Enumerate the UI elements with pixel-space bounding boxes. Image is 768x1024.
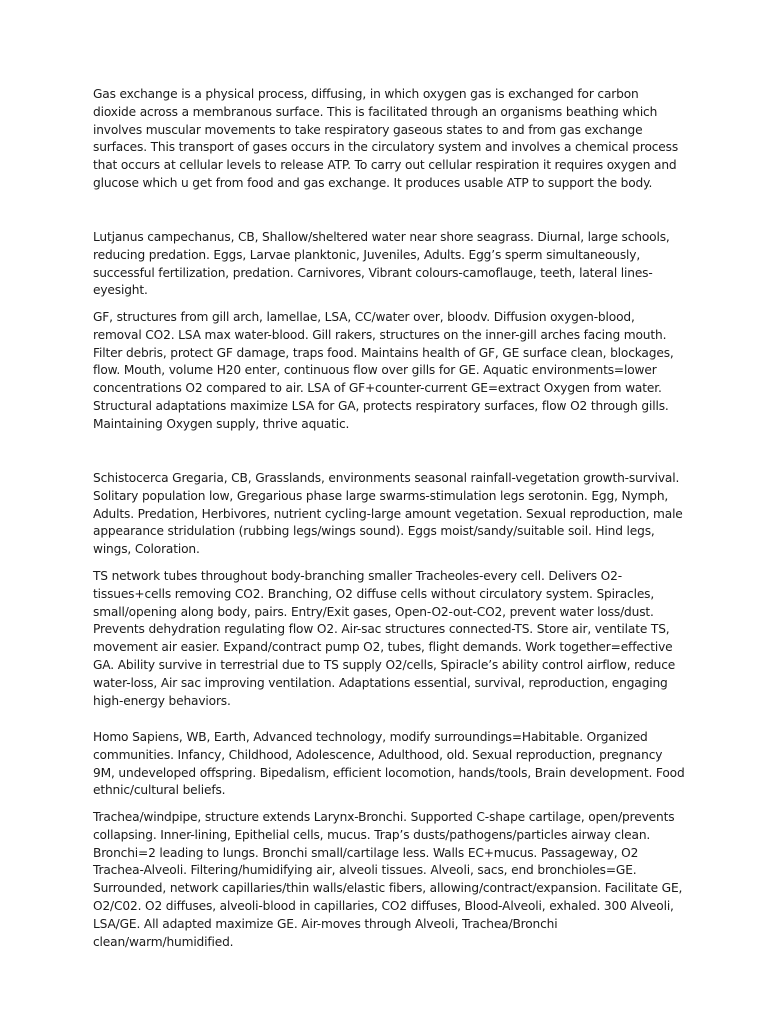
paragraph-trachea-alveoli: Trachea/windpipe, structure extends Larynx-Bronchi. Supported C-shape cartilage, open/prevents collapsing. Inner-lining, Epithelial cells, mucus. Trap’s dusts/pathogens/particles airway clean. Bronchi=2 leading to lungs. Bronchi small/cartilage less. Walls EC+mucus. Passageway, O2 Trachea-Alveoli. Filtering/humidifying air, alveoli tissues. Alveoli, sacs, end bronchioles=GE. Surrounded, network capillaries/thin walls/elastic fibers, allowing/contract/expansion. Facilitate GE, O2/C02. O2 diffuses, alveoli-blood in capillaries, CO2 diffuses, Blood-Alveoli, exhaled. 300 Alveoli, LSA/GE. All adapted maximize GE. Air-moves through Alveoli, Trachea/Bronchi clean/warm/humidified.: [93, 810, 683, 949]
paragraph-homo-sapiens-overview: Homo Sapiens, WB, Earth, Advanced technology, modify surroundings=Habitable. Organized communities. Infancy, Childhood, Adolescence, Adulthood, old. Sexual reproduction, pregnancy 9M, undeveloped offspring. Bipedalism, efficient locomotion, hands/tools, Brain development. Food ethnic/cultural beliefs.: [93, 730, 685, 798]
paragraph-gas-exchange-intro: Gas exchange is a physical process, diffusing, in which oxygen gas is exchanged for carbon dioxide across a membranous surface. This is facilitated through an organisms beathing which involves muscular movements to take respiratory gaseous states to and from gas exchange surfaces. This transport of gases occurs in the circulatory system and involves a chemical process that occurs at cellular levels to release ATP. To carry out cellular respiration it requires oxygen and glucose which u get from food and gas exchange. It produces usable ATP to support the body.: [93, 87, 679, 190]
paragraph-tracheal-system: TS network tubes throughout body-branching smaller Tracheoles-every cell. Delivers O2-tissues+cells removing CO2. Branching, O2 diffuse cells without circulatory system. Spiracles, small/opening along body, pairs. Entry/Exit gases, Open-O2-out-CO2, prevent water loss/dust. Prevents dehydration regulating flow O2. Air-sac structures connected-TS. Store air, ventilate TS, movement air easier. Expand/contract pump O2, tubes, flight demands. Work together=effective GA. Ability survive in terrestrial due to TS supply O2/cells, Spiracle’s ability control airflow, reduce water-loss, Air sac improving ventilation. Adaptations essential, survival, reproduction, engaging high-energy behaviors.: [93, 569, 676, 708]
paragraph-schistocerca-overview: Schistocerca Gregaria, CB, Grasslands, environments seasonal rainfall-vegetation growth-survival. Solitary population low, Gregarious phase large swarms-stimulation legs serotonin. Egg, Nymph, Adults. Predation, Herbivores, nutrient cycling-large amount vegetation. Sexual reproduction, male appearance stridulation (rubbing legs/wings sound). Eggs moist/sandy/suitable soil. Hind legs, wings, Coloration.: [93, 471, 683, 557]
paragraph-gill-structures: GF, structures from gill arch, lamellae, LSA, CC/water over, bloodv. Diffusion oxygen-blood, removal CO2. LSA max water-blood. Gill rakers, structures on the inner-gill arches facing mouth. Filter debris, protect GF damage, traps food. Maintains health of GF, GE surface clean, blockages, flow. Mouth, volume H20 enter, continuous flow over gills for GE. Aquatic environments=lower concentrations O2 compared to air. LSA of GF+counter-current GE=extract Oxygen from water. Structural adaptations maximize LSA for GA, protects respiratory surfaces, flow O2 through gills. Maintaining Oxygen supply, thrive aquatic.: [93, 310, 674, 431]
paragraph-lutjanus-overview: Lutjanus campechanus, CB, Shallow/sheltered water near shore seagrass. Diurnal, large schools, reducing predation. Eggs, Larvae planktonic, Juveniles, Adults. Egg’s sperm simultaneously, successful fertilization, predation. Carnivores, Vibrant colours-camoflauge, teeth, lateral lines-eyesight.: [93, 230, 670, 298]
